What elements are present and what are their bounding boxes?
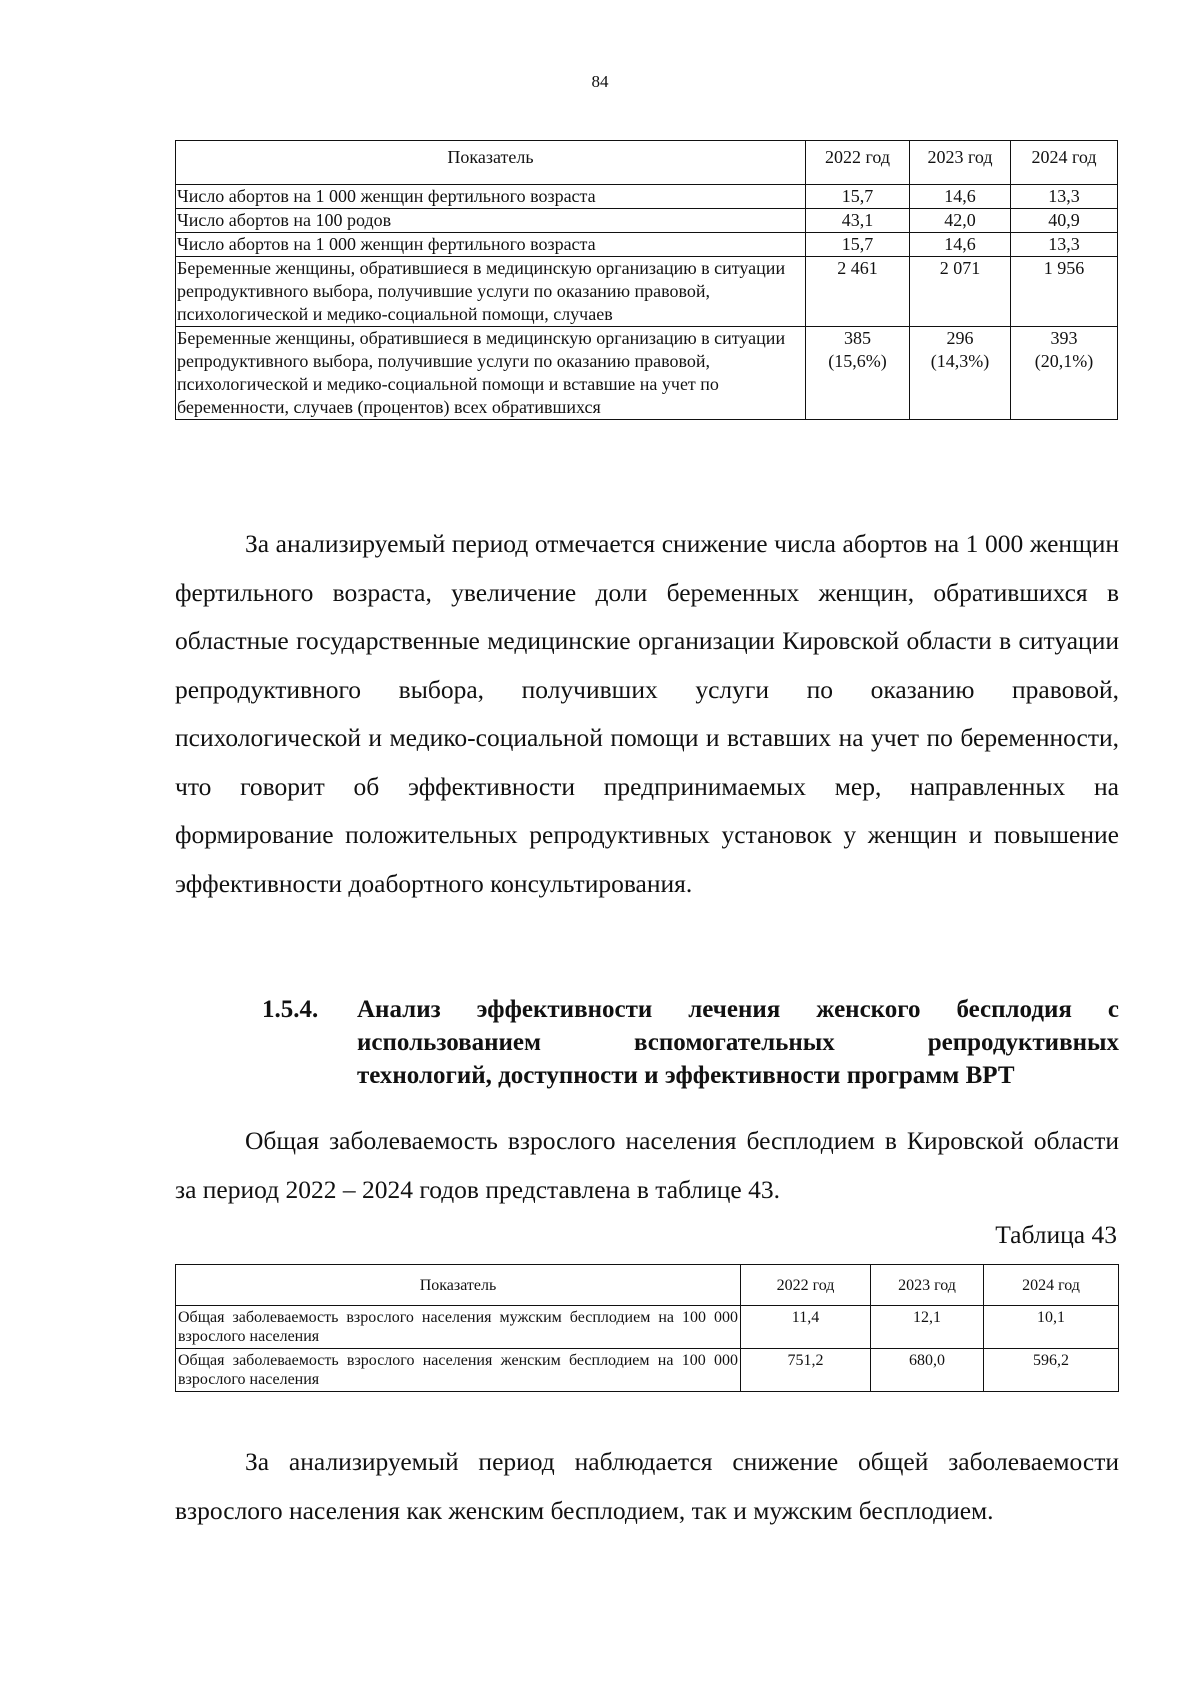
table-caption: Таблица 43 [995, 1220, 1117, 1249]
value-2022: 2 461 [806, 257, 910, 327]
value-2024: 40,9 [1011, 209, 1118, 233]
value-2022: 751,2 [741, 1349, 871, 1392]
abortion-statistics-table [175, 140, 1118, 420]
section-title [357, 993, 1119, 1092]
infertility-table [175, 1264, 1119, 1392]
count-value: 393 [1050, 328, 1078, 348]
header-indicator: Показатель [176, 1265, 741, 1306]
table-header-row [176, 1265, 1119, 1306]
paragraph-text: За анализируемый период наблюдается снижение общей заболеваемости взрослого населения как женским бесплодием, так и мужским бесплодием. [175, 1447, 1119, 1525]
table-row [176, 233, 1118, 257]
paragraph-infertility-intro [175, 1117, 1119, 1214]
table-header-row [176, 141, 1118, 185]
percent-value: (14,3%) [930, 351, 990, 371]
header-2022: 2022 год [806, 141, 910, 185]
section-number: 1.5.4. [262, 996, 319, 1023]
section-title-main: Анализ эффективности лечения женского бесплодия с использованием вспомогательных репродуктивных [357, 996, 1119, 1056]
value-2023: 14,6 [910, 233, 1011, 257]
indicator-cell: Беременные женщины, обратившиеся в медицинскую организацию в ситуации репродуктивного выбора, получившие услуги по оказанию правовой, психологической и медико-социальной помощи и вставшие на учет по беременности, случаев (процентов) всех обратившихся [176, 327, 806, 420]
indicator-cell: Беременные женщины, обратившиеся в медицинскую организацию в ситуации репродуктивного выбора, получившие услуги по оказанию правовой, психологической и медико-социальной помощи, случаев [176, 257, 806, 327]
value-2023: 12,1 [871, 1306, 984, 1349]
paragraph-infertility-conclusion [175, 1438, 1119, 1535]
value-2023 [910, 327, 1011, 420]
indicator-cell: Общая заболеваемость взрослого населения мужским бесплодием на 100 000 взрослого населения [176, 1306, 741, 1349]
value-2023: 2 071 [910, 257, 1011, 327]
percent-value: (15,6%) [828, 351, 887, 371]
table-row [176, 185, 1118, 209]
value-2023: 42,0 [910, 209, 1011, 233]
header-2022: 2022 год [741, 1265, 871, 1306]
value-2024: 13,3 [1011, 185, 1118, 209]
header-indicator: Показатель [176, 141, 806, 185]
value-2022 [806, 327, 910, 420]
value-2022: 11,4 [741, 1306, 871, 1349]
value-2023: 680,0 [871, 1349, 984, 1392]
indicator-cell: Число абортов на 1 000 женщин фертильного возраста [176, 185, 806, 209]
paragraph-abortion-analysis [175, 520, 1119, 908]
count-value: 385 [844, 328, 871, 348]
indicator-cell: Число абортов на 1 000 женщин фертильного возраста [176, 233, 806, 257]
value-2024 [1011, 327, 1118, 420]
table-row [176, 257, 1118, 327]
paragraph-text: За анализируемый период отмечается снижение числа абортов на 1 000 женщин фертильного возраста, увеличение доли беременных женщин, обратившихся в областные государственные медицинские организации Кировской области в ситуации репродуктивного выбора, получивших услуги по оказанию правовой, психологической и медико-социальной помощи и вставших на учет по беременности, что говорит об эффективности предпринимаемых мер, направленных на формирование положительных репродуктивных установок у женщин и повышение эффективности доабортного консультирования. [175, 529, 1119, 898]
count-value: 296 [946, 328, 974, 348]
header-2024: 2024 год [984, 1265, 1119, 1306]
value-2022: 43,1 [806, 209, 910, 233]
table-row [176, 1349, 1119, 1392]
indicator-cell: Общая заболеваемость взрослого населения женским бесплодием на 100 000 взрослого населения [176, 1349, 741, 1392]
table-row [176, 1306, 1119, 1349]
table-row [176, 209, 1118, 233]
section-title-last: технологий, доступности и эффективности программ ВРТ [357, 1062, 1015, 1089]
header-2023: 2023 год [871, 1265, 984, 1306]
value-2023: 14,6 [910, 185, 1011, 209]
page-number: 84 [591, 72, 609, 91]
indicator-cell: Число абортов на 100 родов [176, 209, 806, 233]
value-2024: 10,1 [984, 1306, 1119, 1349]
header-2024: 2024 год [1011, 141, 1118, 185]
header-2023: 2023 год [910, 141, 1011, 185]
paragraph-text: Общая заболеваемость взрослого населения бесплодием в Кировской области за период 2022 – 2024 годов представлена в таблице 43. [175, 1126, 1119, 1204]
percent-value: (20,1%) [1034, 351, 1094, 371]
value-2024: 596,2 [984, 1349, 1119, 1392]
table-row [176, 327, 1118, 420]
value-2024: 1 956 [1011, 257, 1118, 327]
value-2022: 15,7 [806, 185, 910, 209]
value-2022: 15,7 [806, 233, 910, 257]
value-2024: 13,3 [1011, 233, 1118, 257]
